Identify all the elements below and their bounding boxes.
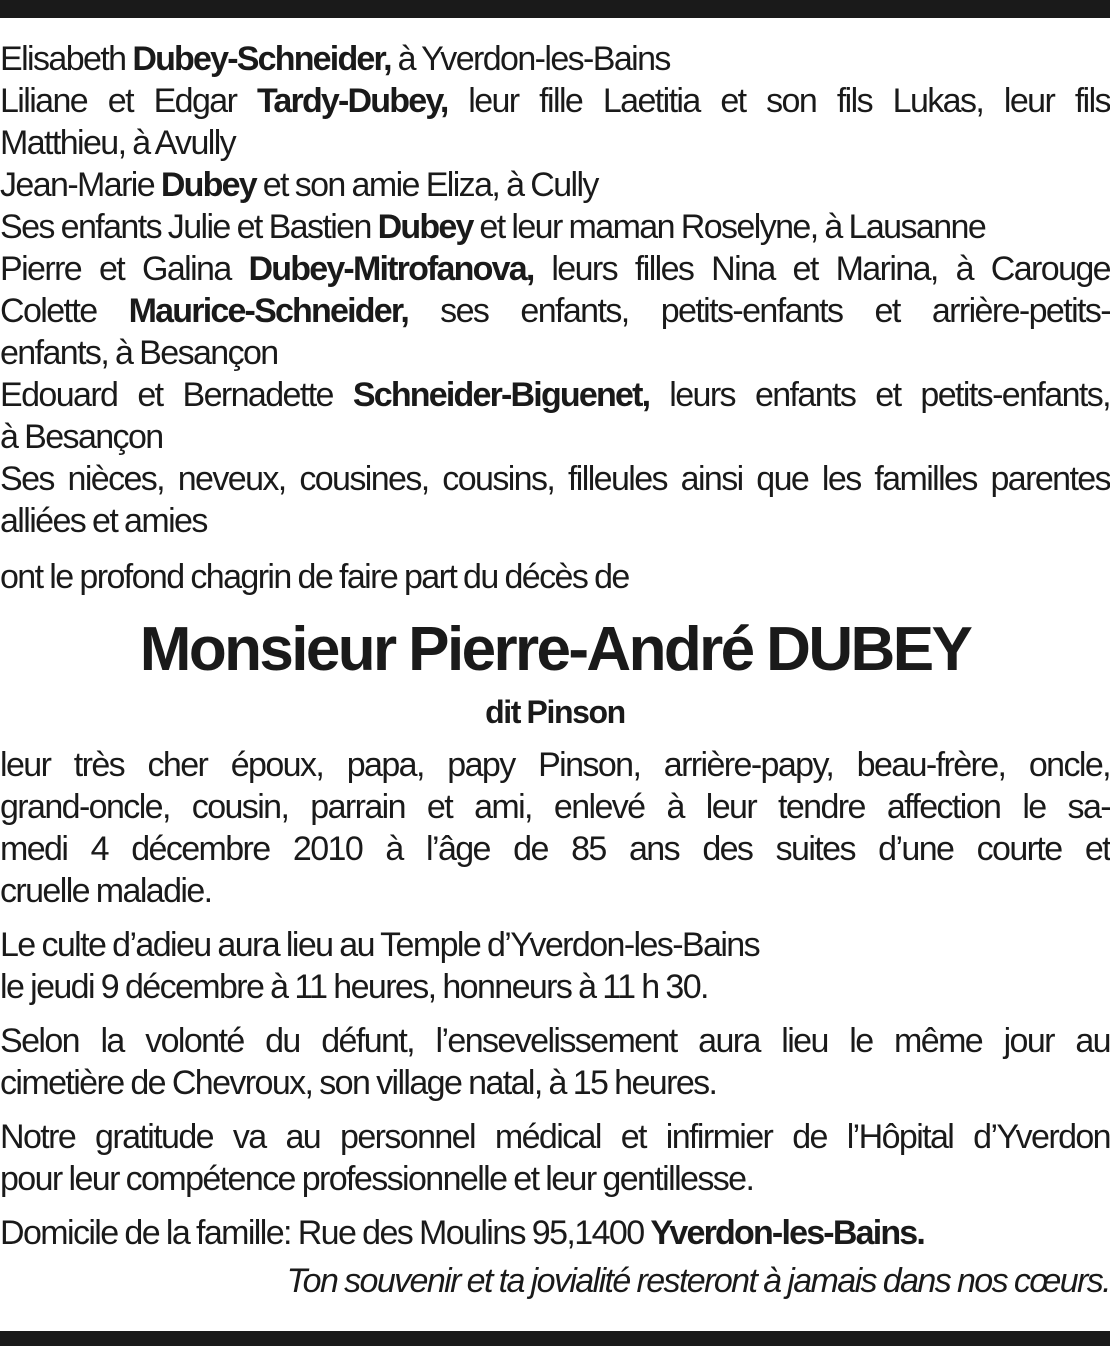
family-line: à Besançon: [0, 418, 163, 456]
family-surname: Dubey: [377, 208, 473, 246]
family-line: Edouard et Bernadette Schneider-Biguenet, leurs enfants et petits-enfants,: [0, 376, 1110, 414]
paragraph-line: Selon la volonté du défunt, l’ensevelissement aura lieu le même jour au: [0, 1022, 1110, 1060]
description-paragraph: [0, 744, 1110, 912]
obituary-notice: [0, 38, 1110, 1302]
family-surname: Dubey-Schneider,: [132, 40, 391, 78]
service-paragraph: [0, 924, 1110, 1008]
announcement-text: ont le profond chagrin de faire part du décès de: [0, 558, 629, 596]
paragraph-line: Notre gratitude va au personnel médical et infirmier de l’Hôpital d’Yverdon: [0, 1118, 1110, 1156]
domicile-city: Yverdon-les-Bains.: [650, 1214, 925, 1252]
family-line: enfants, à Besançon: [0, 334, 278, 372]
paragraph-line: le jeudi 9 décembre à 11 heures, honneurs à 11 h 30.: [0, 968, 708, 1006]
paragraph-line: grand-oncle, cousin, parrain et ami, enlevé à leur tendre affection le sa-: [0, 788, 1110, 826]
bottom-border-rule: [0, 1331, 1110, 1346]
family-line: alliées et amies: [0, 502, 207, 540]
family-line: Matthieu, à Avully: [0, 124, 236, 162]
family-line: Elisabeth Dubey-Schneider, à Yverdon-les-Bains: [0, 40, 670, 78]
family-line: Ses enfants Julie et Bastien Dubey et leur maman Roselyne, à Lausanne: [0, 208, 986, 246]
family-line: Liliane et Edgar Tardy-Dubey, leur fille Laetitia et son fils Lukas, leur fils: [0, 82, 1110, 120]
family-line: Ses nièces, neveux, cousines, cousins, filleules ainsi que les familles parentes: [0, 460, 1110, 498]
paragraph-line: cimetière de Chevroux, son village natal, à 15 heures.: [0, 1064, 717, 1102]
paragraph-line: leur très cher époux, papa, papy Pinson, arrière-papy, beau-frère, oncle,: [0, 746, 1110, 784]
paragraph-line: pour leur compétence professionnelle et leur gentillesse.: [0, 1160, 754, 1198]
gratitude-paragraph: [0, 1116, 1110, 1200]
deceased-nickname: dit Pinson: [485, 694, 625, 730]
family-surname: Maurice-Schneider,: [128, 292, 409, 330]
family-surname: Schneider-Biguenet,: [352, 376, 650, 414]
family-list: [0, 38, 1110, 542]
family-surname: Tardy-Dubey,: [256, 82, 448, 120]
family-surname: Dubey: [160, 166, 256, 204]
paragraph-line: medi 4 décembre 2010 à l’âge de 85 ans des suites d’une courte et: [0, 830, 1110, 868]
burial-paragraph: [0, 1020, 1110, 1104]
deceased-name: Monsieur Pierre-André DUBEY: [139, 615, 971, 684]
family-line: Pierre et Galina Dubey-Mitrofanova, leurs filles Nina et Marina, à Carouge: [0, 250, 1110, 288]
top-border-rule: [0, 0, 1110, 18]
family-line: Colette Maurice-Schneider, ses enfants, petits-enfants et arrière-petits-: [0, 292, 1110, 330]
family-line: Jean-Marie Dubey et son amie Eliza, à Cully: [0, 166, 598, 204]
family-domicile: Domicile de la famille: Rue des Moulins 95,1400 Yverdon-les-Bains.: [0, 1214, 925, 1252]
paragraph-line: Le culte d’adieu aura lieu au Temple d’Yverdon-les-Bains: [0, 926, 759, 964]
paragraph-line: cruelle maladie.: [0, 872, 212, 910]
family-surname: Dubey-Mitrofanova,: [248, 250, 534, 288]
memorial-motto: Ton souvenir et ta jovialité resteront à jamais dans nos cœurs.: [286, 1262, 1110, 1300]
